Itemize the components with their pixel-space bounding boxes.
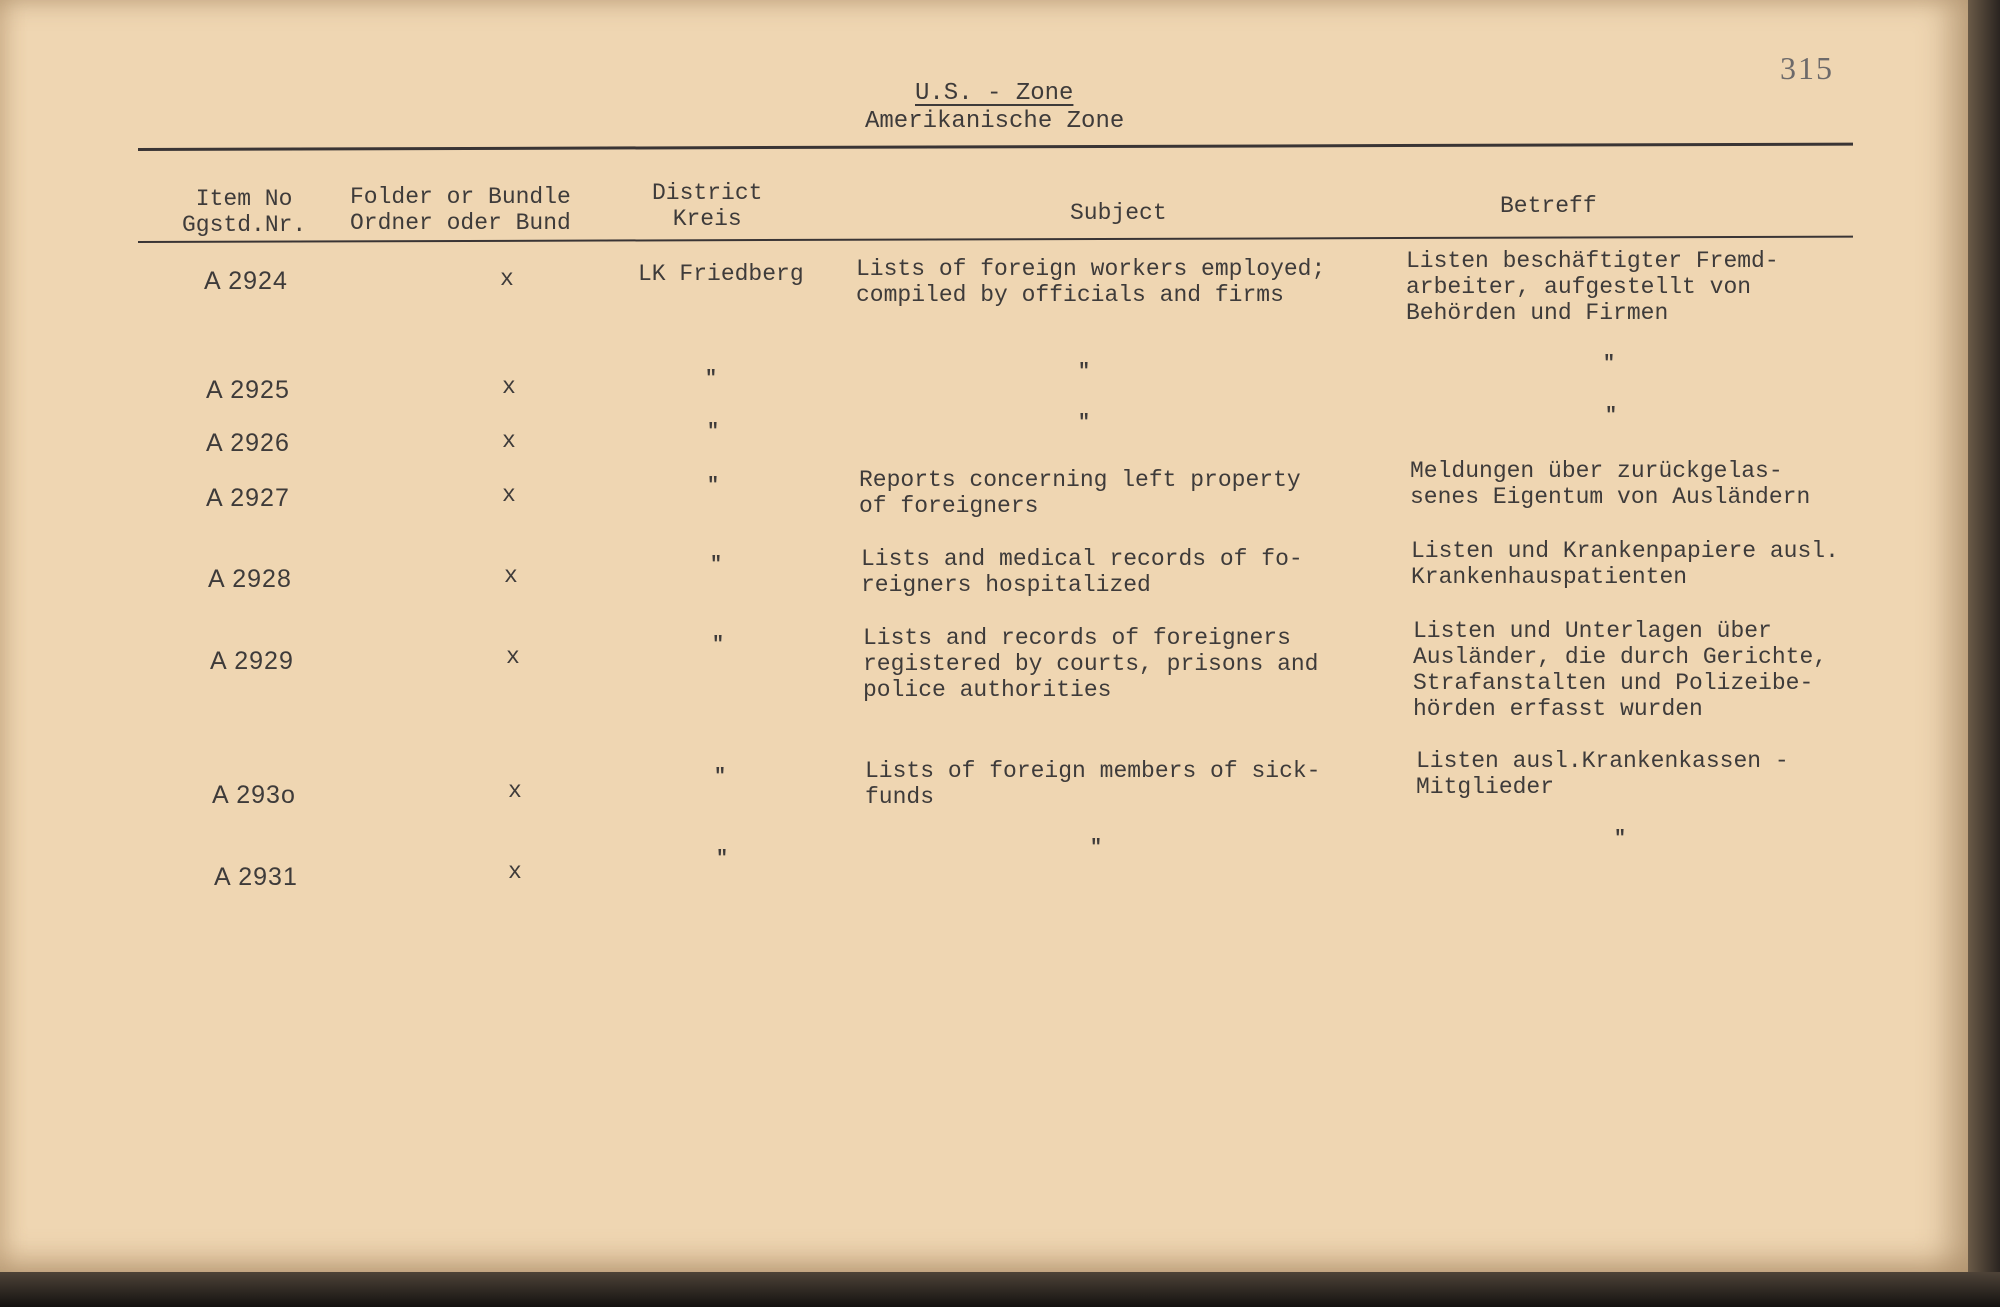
row-item-no: A 2928 [208,565,292,593]
row-subject: Lists and medical records of fo- reigners hospitalized [861,546,1303,598]
row-betreff-ditto: " [1605,405,1618,428]
row-item-no: A 2924 [204,267,288,295]
row-folder-mark: x [504,563,518,589]
row-betreff: Listen und Unterlagen über Ausländer, die durch Gerichte, Strafanstalten und Polizeibe- hörden erfasst wurden [1413,618,1828,722]
row-folder-mark: x [500,266,514,292]
header-item-no: Item No Ggstd.Nr. [182,186,307,238]
row-betreff: Listen beschäftigter Fremd- arbeiter, aufgestellt von Behörden und Firmen [1406,248,1779,326]
bottom-edge-shadow [0,1272,2000,1307]
zone-subtitle: Amerikanische Zone [865,108,1125,135]
row-item-no: A 293o [212,781,296,809]
row-district-ditto: " [705,368,718,391]
row-subject-ditto: " [1078,412,1091,435]
row-district-ditto: " [714,766,727,789]
row-betreff: Meldungen über zurückgelas- senes Eigentum von Ausländern [1410,458,1811,510]
row-district-ditto: " [710,554,723,577]
row-folder-mark: x [508,778,522,804]
row-folder-mark: x [502,428,516,454]
row-item-no: A 2926 [206,429,290,457]
header-betreff: Betreff [1500,193,1597,219]
row-subject-ditto: " [1078,361,1091,384]
row-item-no: A 2925 [206,376,290,404]
header-subject: Subject [1070,200,1167,226]
row-folder-mark: x [506,644,520,670]
row-subject: Lists and records of foreigners registered by courts, prisons and police authorities [863,625,1319,703]
row-folder-mark: x [502,374,516,400]
header-district: District Kreis [652,180,763,232]
header-folder: Folder or Bundle Ordner oder Bund [350,184,571,236]
row-subject-ditto: " [1090,837,1103,860]
row-district-ditto: " [707,421,720,444]
row-district-ditto: " [707,475,720,498]
row-betreff: Listen und Krankenpapiere ausl. Krankenhauspatienten [1411,538,1839,590]
row-betreff-ditto: " [1603,353,1616,376]
row-district-ditto: " [716,848,729,871]
row-district: LK Friedberg [638,261,804,287]
row-subject: Reports concerning left property of foreigners [859,467,1301,519]
row-subject: Lists of foreign members of sick- funds [865,758,1321,810]
row-item-no: A 2927 [206,484,290,512]
row-betreff: Listen ausl.Krankenkassen - Mitglieder [1416,748,1789,800]
top-rule [138,143,1853,151]
row-folder-mark: x [508,859,522,885]
row-item-no: A 2931 [214,863,298,891]
page-edge-shadow [1968,0,2000,1307]
header-rule [138,236,1853,243]
row-betreff-ditto: " [1614,828,1627,851]
row-item-no: A 2929 [210,647,294,675]
row-folder-mark: x [502,482,516,508]
zone-title: U.S. - Zone [915,80,1074,107]
row-district-ditto: " [712,634,725,657]
page-number: 315 [1780,50,1834,86]
row-subject: Lists of foreign workers employed; compiled by officials and firms [856,256,1326,308]
